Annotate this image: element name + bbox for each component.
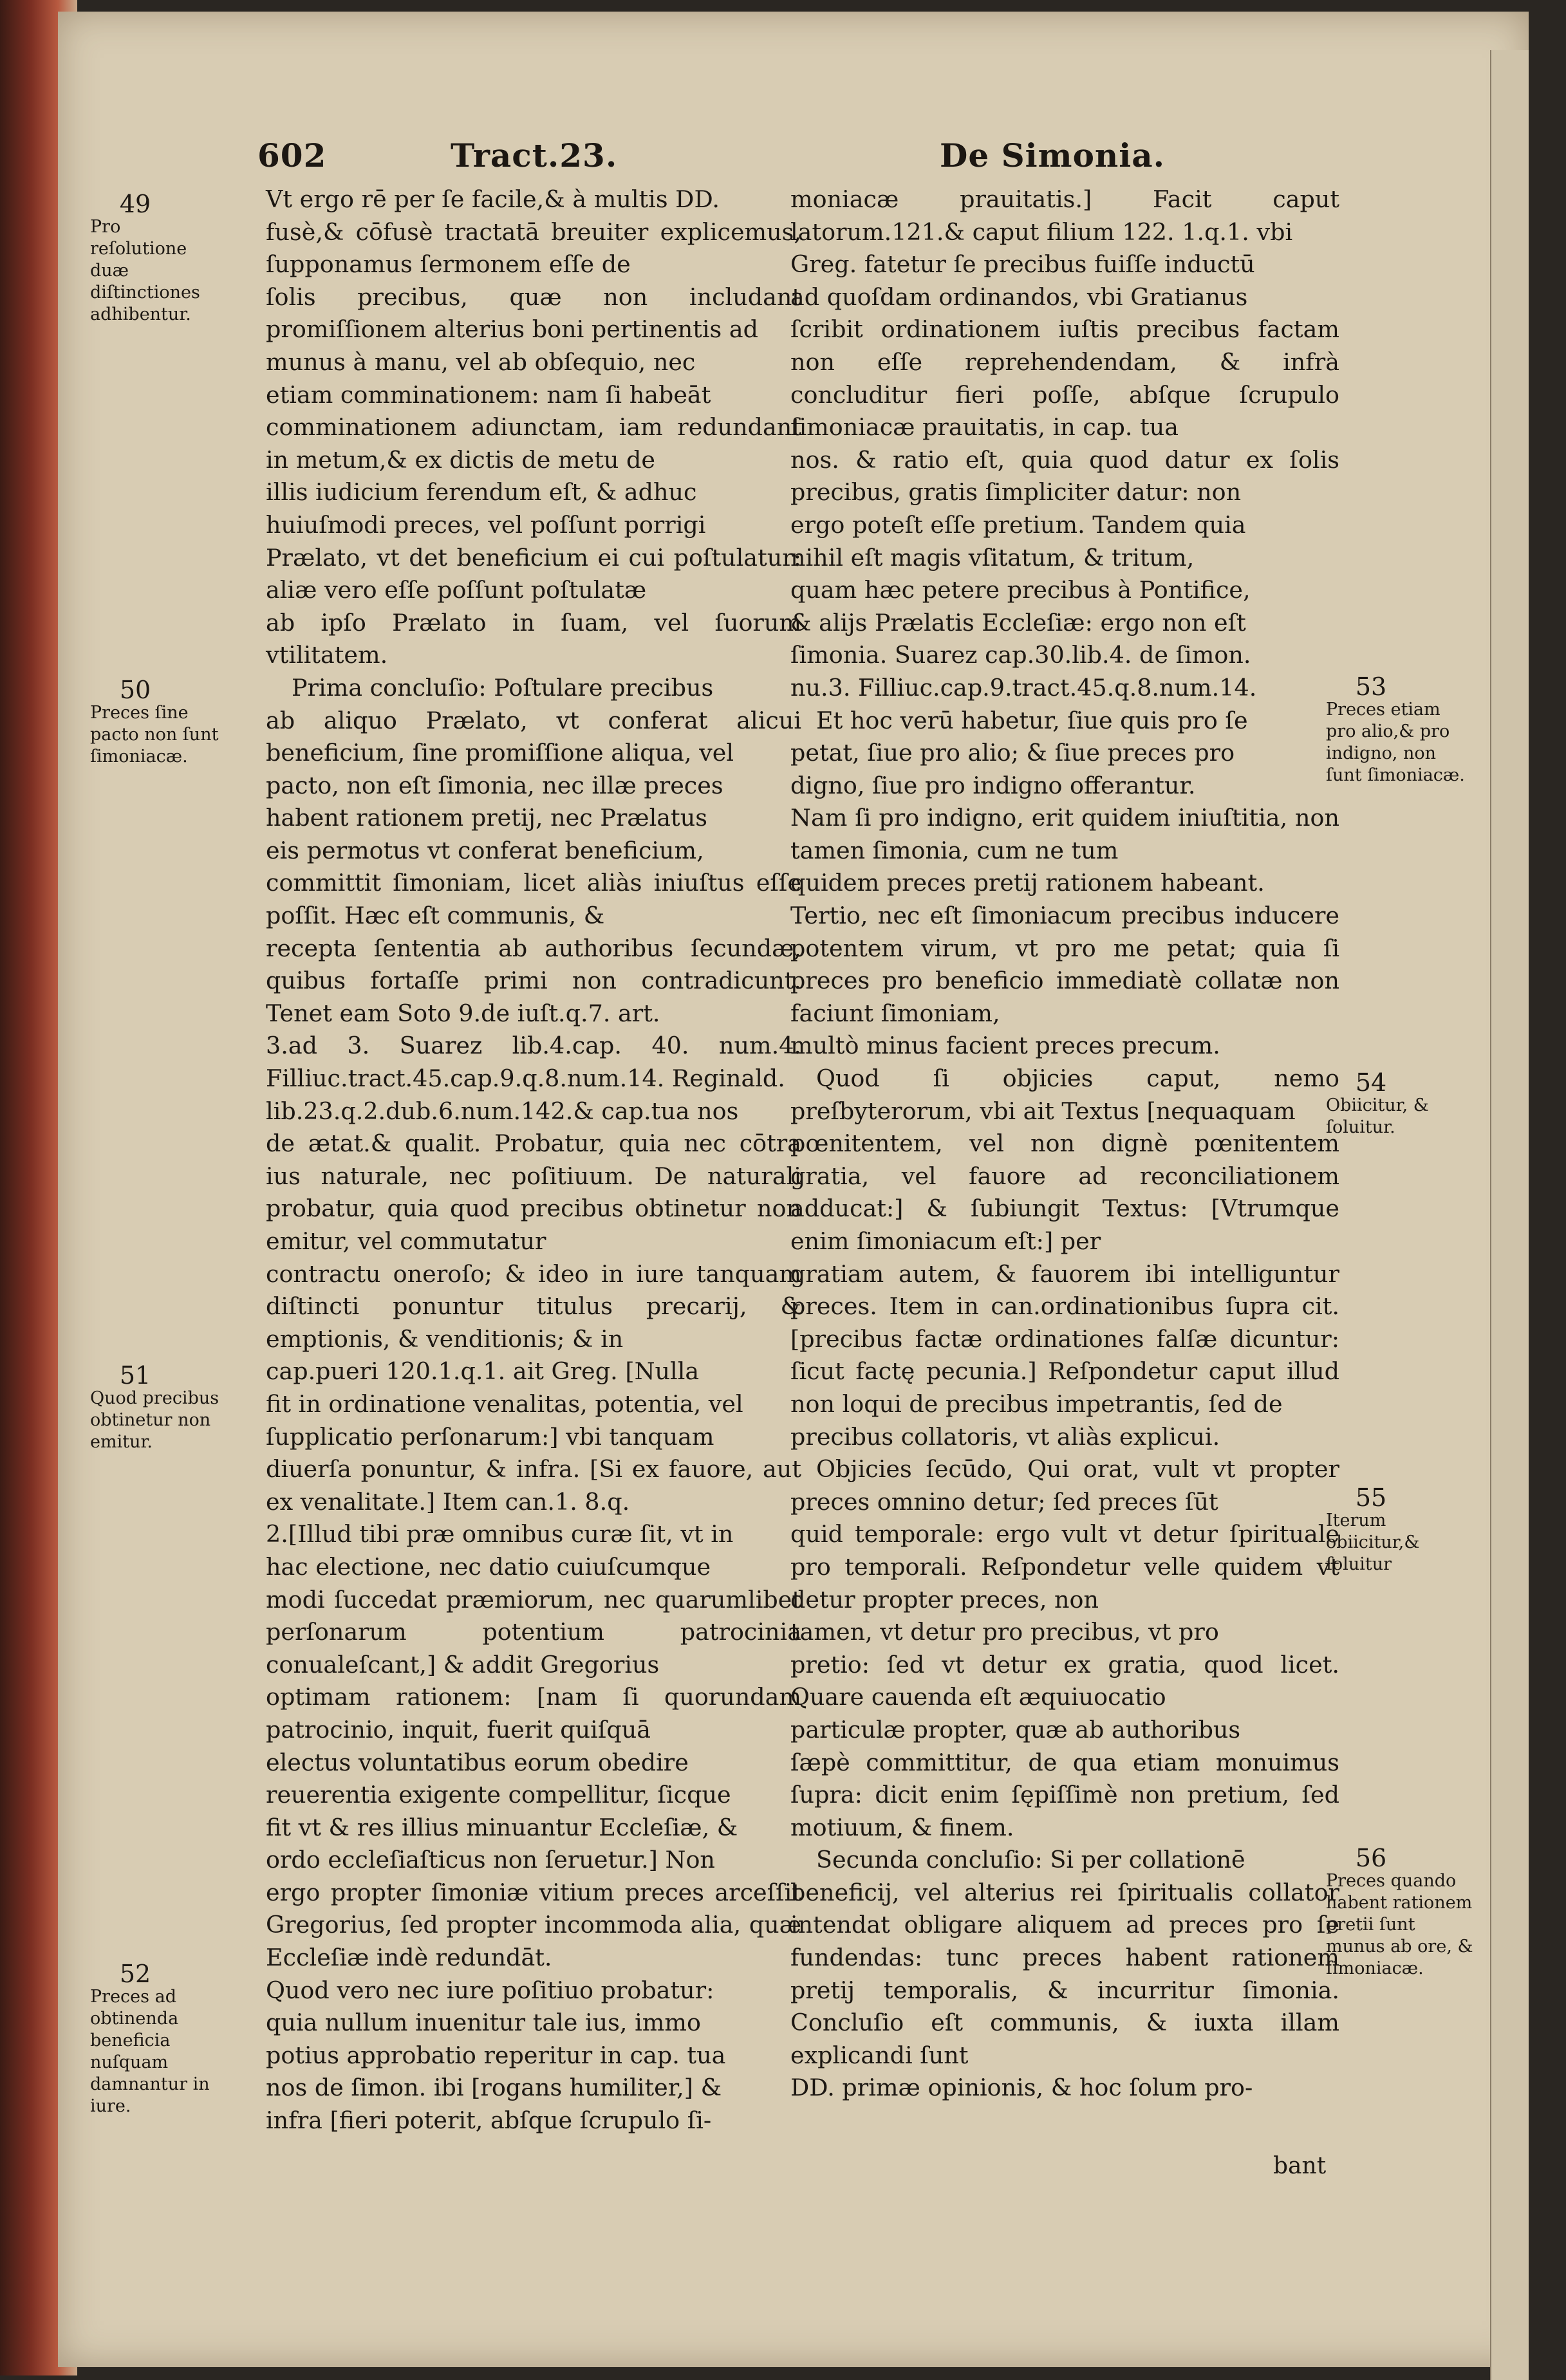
paragraph: Secunda concluſio: Si per collationē beneficij, vel alterius rei ſpiritualis collator intendat obligare aliquem ad preces pro ſe fundendas: tunc preces habent rationem pretij temporalis, & incurritur ſimonia. Concluſio eſt communis, & iuxta illam explicandi ſunt DD. primæ opinionis, & hoc ſolum pro- — [790, 1846, 1339, 2102]
paragraph: Prima concluſio: Poſtulare precibus ab aliquo Prælato, vt conferat alicui beneficium, ſine promiſſione aliqua, vel pacto, non eſt ſimonia, nec illæ preces habent rationem pretij, nec Prælatus eis permotus vt conferat beneficium, committit ſimoniam, licet aliàs iniuſtus eſſe poſſit. Hæc eſt communis, & recepta ſententia ab authoribus ſecundæ, quibus fortaſſe primi non contradicunt. Tenet eam Soto 9.de iuſt.q.7. art. 3.ad 3. Suarez lib.4.cap. 40. num.4. Filliuc.tract.45.cap.9.q.8.num.14. Reginald. lib.23.q.2.dub.6.num.142.& cap.tua nos de ætat.& qualit. Probatur, quia nec cōtra ius naturale, nec poſitiuum. De naturali probatur, quia quod precibus obtinetur non emitur, vel commutatur contractu oneroſo; & ideo in iure tanquam diſtincti ponuntur titulus precarij, & emptionis, & venditionis; & in cap.pueri 120.1.q.1. ait Greg. [Nulla fit in ordinatione venalitas, potentia, vel ſupplicatio perſonarum:] vbi tanquam diuerſa ponuntur, & infra. [Si ex fauore, aut ex venalitate.] Item can.1. 8.q. 2.[Illud tibi præ omnibus curæ ſit, vt in hac electione, nec datio cuiuſcumque modi ſuccedat præmiorum, nec quarumlibet perſonarum potentium patrocinia conualeſcant,] & addit Gregorius optimam rationem: [nam ſi quorundam patrocinio, inquit, fuerit quiſquā electus voluntatibus eorum obedire reuerentia exigente compellitur, ſicque fit vt & res illius minuantur Eccleſiæ, & ordo eccleſiaſticus non ſeruetur.] Non ergo propter ſimoniæ vitium preces arceſſit Gregorius, ſed propter incommoda alia, quæ Eccleſiæ indè redundāt. Quod vero nec iure poſitiuo probatur: quia nullum inuenitur tale ius, immo potius approbatio reperitur in cap. tua nos de ſimon. ibi [rogans humiliter,] & infra [fieri poterit, abſque ſcrupulo ſi- — [266, 673, 801, 2135]
facing-page-edge — [1490, 50, 1529, 2380]
catchword: bant — [1273, 2153, 1327, 2179]
note-number: 56 — [1355, 1844, 1387, 1872]
note-text: Preces etiam pro alio,& pro indigno, non ſunt ſimoniacæ. — [1326, 700, 1465, 785]
note-text: Pro reſolutione duæ diſtinctiones adhibentur. — [90, 217, 200, 324]
paragraph: moniacæ prauitatis.] Facit caput latorum.121.& caput filium 122. 1.q.1. vbi Greg. fatetur ſe precibus fuiſſe inductū ad quoſdam ordinandos, vbi Gratianus ſcribit ordinationem iuſtis precibus factam non eſſe reprehendendam, & infrà concluditur fieri poſſe, abſque ſcrupulo ſimoniacæ prauitatis, in cap. tua nos. & ratio eſt, quia quod datur ex ſolis precibus, gratis ſimpliciter datur: non ergo poteſt eſſe pretium. Tandem quia nihil eſt magis vſitatum, & tritum, quam hæc petere precibus à Pontifice, & alijs Prælatis Eccleſiæ: ergo non eſt ſimonia. Suarez cap.30.lib.4. de ſimon. nu.3. Filliuc.cap.9.tract.45.q.8.num.14. — [790, 185, 1339, 702]
running-header — [0, 136, 1566, 181]
note-number: 51 — [119, 1361, 151, 1390]
margin-note — [90, 676, 222, 768]
paragraph: Vt ergo rē per ſe facile,& à multis DD. fusè,& cōfusè tractatā breuiter explicemus, ſupponamus ſermonem eſſe de ſolis precibus, quæ non includant promiſſionem alterius boni pertinentis ad munus à manu, vel ab obſequio, nec etiam comminationem: nam ſi habeāt comminationem adiunctam, iam redundant in metum,& ex dictis de metu de illis iudicium ferendum eſt, & adhuc huiuſmodi preces, vel poſſunt porrigi Prælato, vt det beneficium ei cui poſtulatur: aliæ vero eſſe poſſunt poſtulatæ ab ipſo Prælato in ſuam, vel ſuorum vtilitatem. — [266, 185, 801, 669]
margin-note — [90, 190, 222, 326]
right-text-column — [790, 183, 1339, 2105]
margin-note — [1326, 1068, 1474, 1139]
margin-note — [1326, 1844, 1474, 1980]
note-number: 50 — [119, 676, 151, 704]
note-text: Iterum obiicitur,& ſoluitur — [1326, 1511, 1420, 1574]
note-text: Preces ſine pacto non ſunt ſimoniacæ. — [90, 703, 219, 767]
paragraph: Objicies ſecūdo, Qui orat, vult vt propter preces omnino detur; ſed preces ſūt quid temporale: ergo vult vt detur ſpirituale pro temporali. Reſpondetur velle quidem vt detur propter preces, non tamen, vt detur pro precibus, vt pro pretio: ſed vt detur ex gratia, quod licet. Quare cauenda eſt æquiuocatio particulæ propter, quæ ab authoribus ſæpè committitur, de qua etiam monuimus ſupra: dicit enim ſępiſſimè non pretium, ſed motiuum, & finem. — [790, 1455, 1339, 1841]
note-text: Obiicitur, & ſoluitur. — [1326, 1095, 1429, 1137]
note-text: Preces quando habent rationem pretii ſunt munus ab ore, & ſimoniacæ. — [1326, 1871, 1473, 1978]
note-number: 53 — [1355, 673, 1387, 701]
paragraph: Et hoc verū habetur, ſiue quis pro ſe petat, ſiue pro alio; & ſiue preces pro digno, ſiue pro indigno offerantur. Nam ſi pro indigno, erit quidem iniuſtitia, non tamen ſimonia, cum ne tum quidem preces pretij rationem habeant. Tertio, nec eſt ſimoniacum precibus inducere potentem virum, vt pro me petat; quia ſi preces pro beneficio immediatè collatæ non faciunt ſimoniam, multò minus facient preces precum. — [790, 706, 1339, 1060]
paragraph: Quod ſi objicies caput, nemo preſbyterorum, vbi ait Textus [nequaquam pœnitentem, vel non dignè pœnitentem gratia, vel fauore ad reconciliationem adducat:] & ſubiungit Textus: [Vtrumque enim ſimoniacum eſt:] per gratiam autem, & fauorem ibi intelliguntur preces. Item in can.ordinationibus ſupra cit. [precibus factæ ordinationes falſæ dicuntur: ſicut factę pecunia.] Reſpondetur caput illud non loqui de precibus impetrantis, ſed de precibus collatoris, vt aliàs explicui. — [790, 1064, 1339, 1451]
note-number: 52 — [119, 1960, 151, 1988]
margin-note — [90, 1361, 222, 1453]
margin-note — [90, 1960, 222, 2117]
page-title: De Simonia. — [940, 136, 1166, 174]
margin-note — [1326, 673, 1474, 786]
note-number: 54 — [1355, 1068, 1387, 1097]
page-number: 602 — [257, 136, 327, 174]
note-number: 49 — [119, 190, 151, 218]
tract-heading: Tract.23. — [451, 136, 618, 174]
note-text: Quod precibus obtinetur non emitur. — [90, 1388, 219, 1452]
left-text-column — [266, 183, 801, 2137]
margin-note — [1326, 1483, 1474, 1576]
note-number: 55 — [1355, 1483, 1387, 1512]
note-text: Preces ad obtinenda beneficia nuſquam damnantur in iure. — [90, 1987, 210, 2116]
